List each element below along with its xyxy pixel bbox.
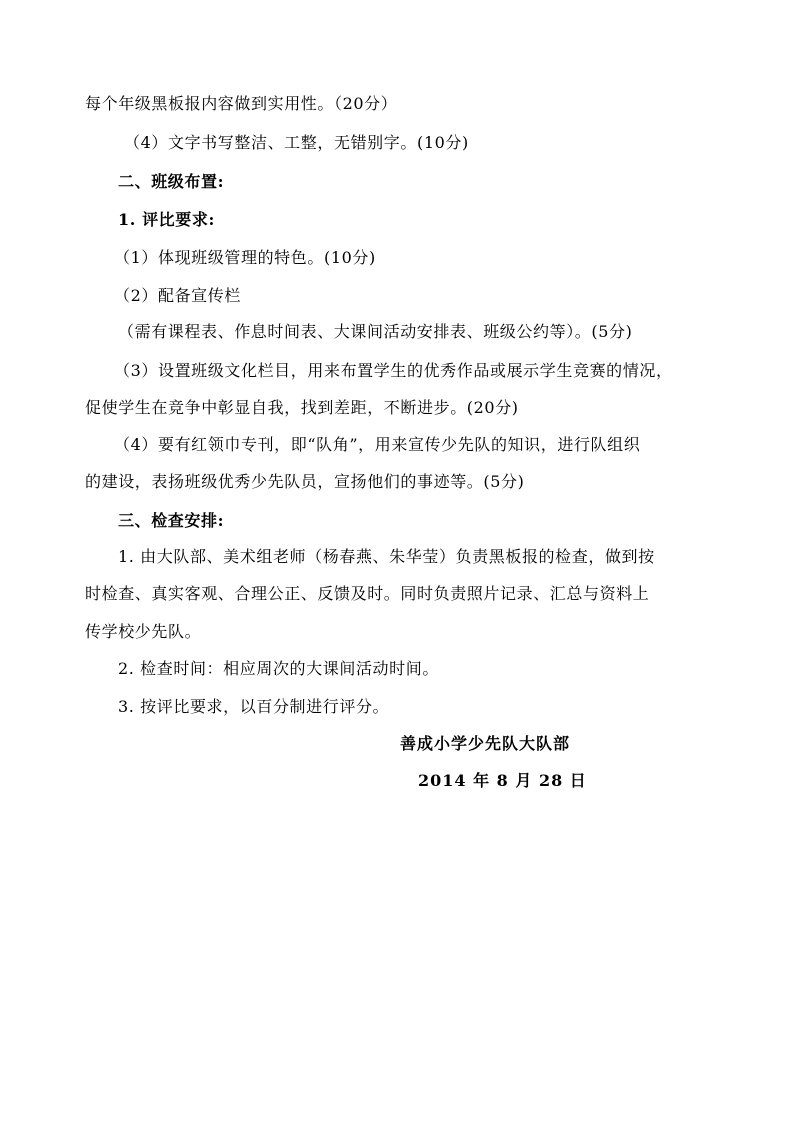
criterion-item: （1）体现班级管理的特色。(10分) [114, 248, 376, 267]
section-heading: 二、班级布置: [118, 172, 225, 191]
arrangement-item: 1. 由大队部、美术组老师（杨春燕、朱华莹）负责黑板报的检查，做到按 [118, 547, 655, 566]
paragraph-line: 传学校少先队。 [85, 622, 202, 641]
criterion-item: （4）文字书写整洁、工整，无错别字。(10分) [124, 133, 469, 152]
section-heading: 三、检查安排: [118, 511, 225, 530]
criterion-item: （3）设置班级文化栏目，用来布置学生的优秀作品或展示学生竞赛的情况， [114, 361, 673, 380]
signature-org: 善成小学少先队大队部 [400, 734, 571, 753]
arrangement-item: 2. 检查时间：相应周次的大课间活动时间。 [118, 659, 439, 678]
paragraph-line: 时检查、真实客观、合理公正、反馈及时。同时负责照片记录、汇总与资料上 [85, 584, 650, 603]
signature-date: 2014 年 8 月 28 日 [418, 771, 587, 790]
arrangement-item: 3. 按评比要求，以百分制进行评分。 [118, 697, 390, 716]
paragraph-line: 的建设，表扬班级优秀少先队员，宣扬他们的事迹等。(5分) [85, 472, 525, 491]
criterion-item: （2）配备宣传栏 [114, 286, 241, 305]
paragraph-line: 每个年级黑板报内容做到实用性。（20分） [85, 94, 398, 113]
criterion-detail: （需有课程表、作息时间表、大课间活动安排表、班级公约等）。(5分) [118, 322, 633, 341]
subsection-heading: 1. 评比要求: [118, 210, 215, 229]
criterion-item: （4）要有红领巾专刊，即“队角”，用来宣传少先队的知识，进行队组织 [114, 435, 641, 454]
paragraph-line: 促使学生在竞争中彰显自我，找到差距，不断进步。(20分) [85, 398, 519, 417]
